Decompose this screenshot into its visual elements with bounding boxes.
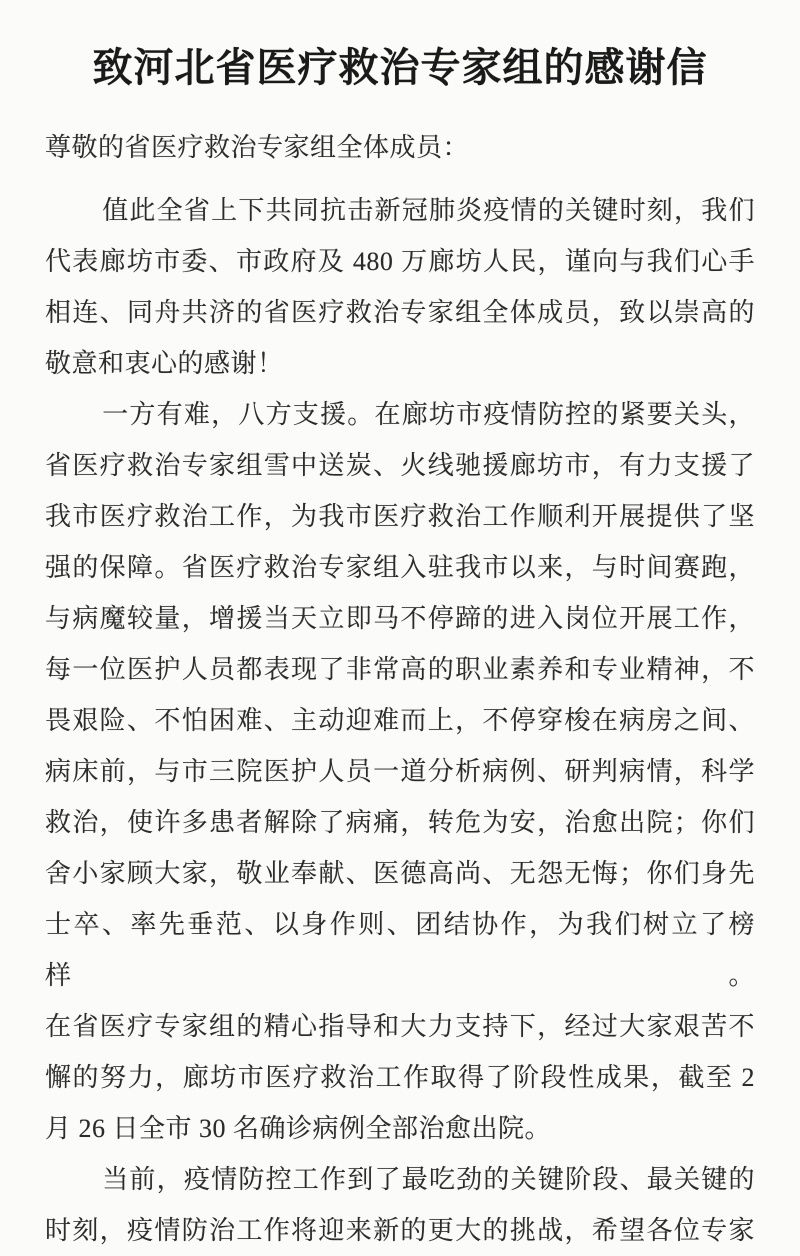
- text-line: 懈的努力，廊坊市医疗救治工作取得了阶段性成果，截至 2: [45, 1063, 755, 1092]
- text-line: 相连、同舟共济的省医疗救治专家组全体成员，致以崇高的: [45, 298, 755, 327]
- text-line: 敬意和衷心的感谢！: [45, 349, 284, 378]
- text-line: 舍小家顾大家，敬业奉献、医德高尚、无怨无悔；你们身先: [45, 859, 755, 888]
- text-line: 在省医疗专家组的精心指导和大力支持下，经过大家艰苦不: [45, 1012, 755, 1041]
- text-line: 畏艰险、不怕困难、主动迎难而上，不停穿梭在病房之间、: [45, 706, 755, 735]
- text-line: 值此全省上下共同抗击新冠肺炎疫情的关键时刻，我们: [102, 196, 755, 225]
- text-line: 省医疗救治专家组雪中送炭、火线驰援廊坊市，有力支援了: [45, 451, 755, 480]
- paragraph: [45, 185, 755, 389]
- letter-body: [45, 185, 755, 1256]
- text-line: 每一位医护人员都表现了非常高的职业素养和专业精神，不: [45, 655, 755, 684]
- text-line: 代表廊坊市委、市政府及 480 万廊坊人民，谨向与我们心手: [45, 247, 755, 276]
- text-line: 救治，使许多患者解除了病痛，转危为安，治愈出院；你们: [45, 808, 755, 837]
- paragraph: [45, 389, 755, 1154]
- salutation-line: 尊敬的省医疗救治专家组全体成员：: [45, 133, 470, 162]
- text-line: 时刻，疫情防治工作将迎来新的更大的挑战，希望各位专家: [45, 1216, 755, 1245]
- text-line: 与病魔较量，增援当天立即马不停蹄的进入岗位开展工作，: [45, 604, 755, 633]
- text-line: 月 26 日全市 30 名确诊病例全部治愈出院。: [45, 1114, 552, 1143]
- text-line: 病床前，与市三院医护人员一道分析病例、研判病情，科学: [45, 757, 755, 786]
- text-line: 一方有难，八方支援。在廊坊市疫情防控的紧要关头，: [102, 400, 755, 429]
- text-line: 强的保障。省医疗救治专家组入驻我市以来，与时间赛跑，: [45, 553, 755, 582]
- text-line: 士卒、率先垂范、以身作则、团结协作，为我们树立了榜样。: [45, 910, 755, 990]
- paragraph: [45, 1154, 755, 1256]
- document-title: 致河北省医疗救治专家组的感谢信: [92, 45, 708, 90]
- text-line: 当前，疫情防控工作到了最吃劲的关键阶段、最关键的: [102, 1165, 755, 1194]
- text-line: 我市医疗救治工作，为我市医疗救治工作顺利开展提供了坚: [45, 502, 755, 531]
